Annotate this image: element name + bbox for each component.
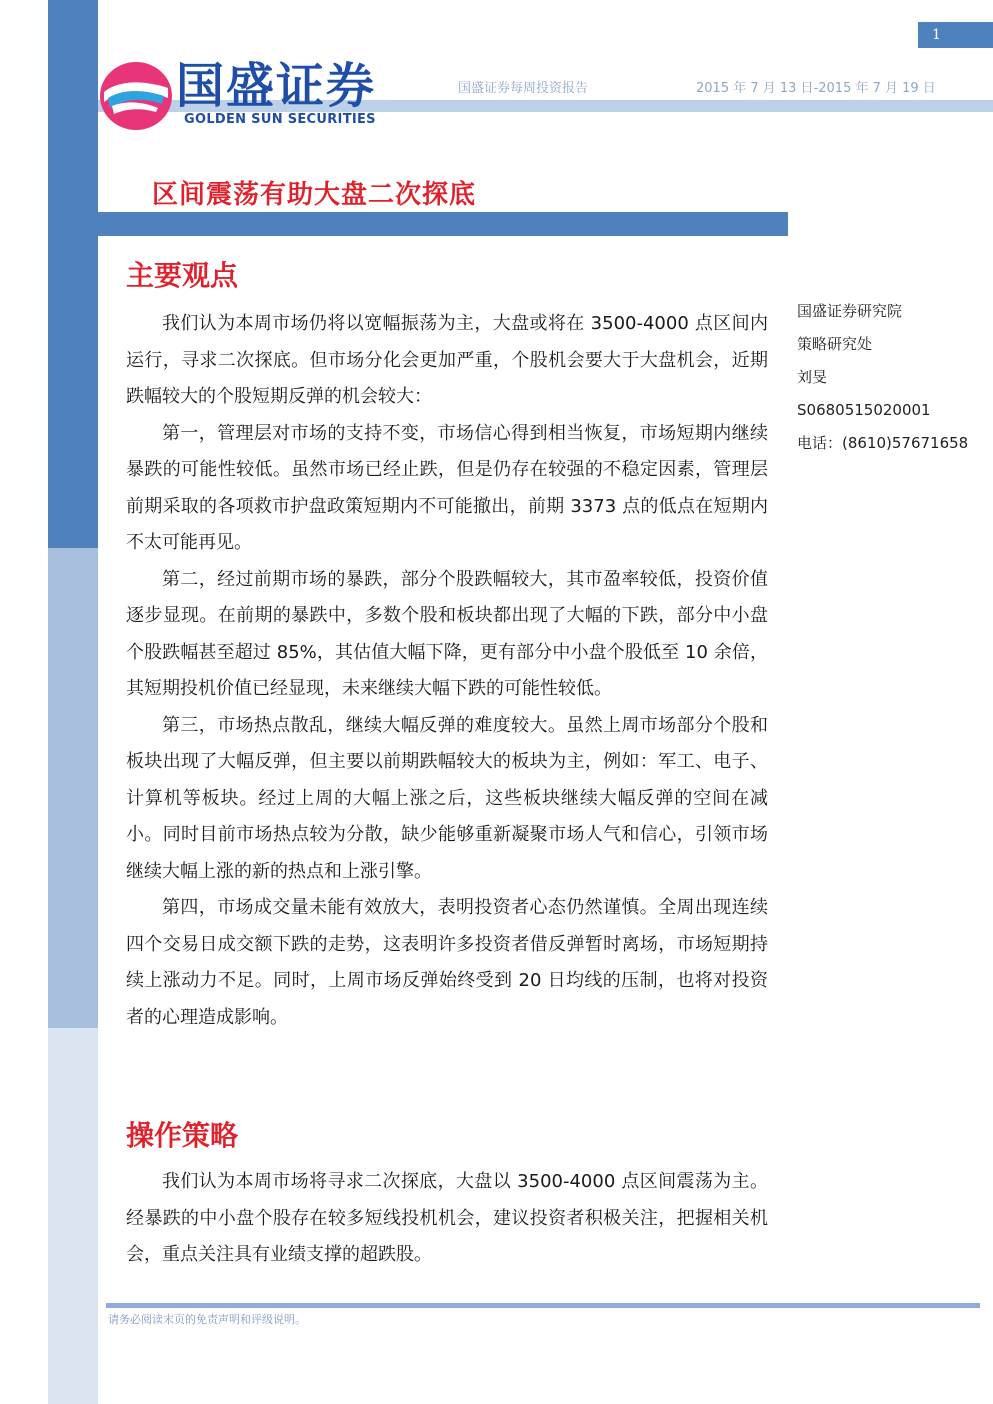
- logo-name-en: GOLDEN SUN SECURITIES: [184, 112, 376, 127]
- main-points-body: [126, 306, 768, 1036]
- analyst-phone: 电话：(8610)57671658: [797, 434, 969, 452]
- institute-name: 国盛证券研究院: [797, 302, 903, 320]
- paragraph: 第一，管理层对市场的支持不变，市场信心得到相当恢复，市场短期内继续暴跌的可能性较低。虽然市场已经止跌，但是仍存在较强的不稳定因素，管理层前期采取的各项救市护盘政策短期内不可能撤出，前期 3373 点的低点在短期内不太可能再见。: [126, 422, 768, 553]
- main-points-heading: 主要观点: [126, 259, 239, 292]
- strategy-body: [126, 1164, 768, 1274]
- footer-divider: [106, 1303, 980, 1308]
- footer-disclaimer: 请务必阅读末页的免责声明和评级说明。: [108, 1313, 306, 1326]
- report-date: 2015 年 7 月 13 日-2015 年 7 月 19 日: [696, 81, 936, 96]
- paragraph: 第二，经过前期市场的暴跌，部分个股跌幅较大，其市盈率较低，投资价值逐步显现。在前期的暴跌中，多数个股和板块都出现了大幅的下跌，部分中小盘个股跌幅甚至超过 85%，其估值大幅下降，更有部分中小盘个股低至 10 余倍，其短期投机价值已经显现，未来继续大幅下跌的可能性较低。: [126, 568, 768, 699]
- report-type: 国盛证券每周投资报告: [458, 81, 589, 96]
- paragraph: 第四，市场成交量未能有效放大，表明投资者心态仍然谨慎。全周出现连续四个交易日成交额下跌的走势，这表明许多投资者借反弹暂时离场，市场短期持续上涨动力不足。同时，上周市场反弹始终受到 20 日均线的压制，也将对投资者的心理造成影响。: [126, 897, 768, 1028]
- department-name: 策略研究处: [797, 335, 873, 353]
- paragraph: 我们认为本周市场仍将以宽幅振荡为主，大盘或将在 3500-4000 点区间内运行，寻求二次探底。但市场分化会更加严重，个股机会要大于大盘机会，近期跌幅较大的个股短期反弹的机会较大：: [126, 313, 768, 407]
- report-title: 区间震荡有助大盘二次探底: [152, 180, 477, 210]
- title-band: [98, 212, 788, 236]
- left-decor-bar: [48, 0, 98, 548]
- strategy-heading: 操作策略: [126, 1119, 239, 1152]
- analyst-info: [797, 295, 987, 460]
- logo-emblem-icon: [98, 58, 174, 134]
- analyst-license: S0680515020001: [797, 401, 931, 419]
- page-number: 1: [918, 22, 993, 48]
- left-decor-bar-light: [48, 548, 98, 1028]
- paragraph: 第三，市场热点散乱，继续大幅反弹的难度较大。虽然上周市场部分个股和板块出现了大幅反弹，但主要以前期跌幅较大的板块为主，例如：军工、电子、计算机等板块。经过上周的大幅上涨之后，这些板块继续大幅反弹的空间在减小。同时目前市场热点较为分散，缺少能够重新凝聚市场人气和信心，引领市场继续大幅上涨的新的热点和上涨引擎。: [126, 714, 768, 882]
- analyst-name: 刘旻: [797, 368, 828, 386]
- logo-name-cn: 国盛证券: [176, 58, 377, 114]
- left-decor-bar-pale: [48, 1028, 98, 1404]
- paragraph: 我们认为本周市场将寻求二次探底，大盘以 3500-4000 点区间震荡为主。经暴跌的中小盘个股存在较多短线投机机会，建议投资者积极关注，把握相关机会，重点关注具有业绩支撑的超跌股。: [126, 1171, 768, 1265]
